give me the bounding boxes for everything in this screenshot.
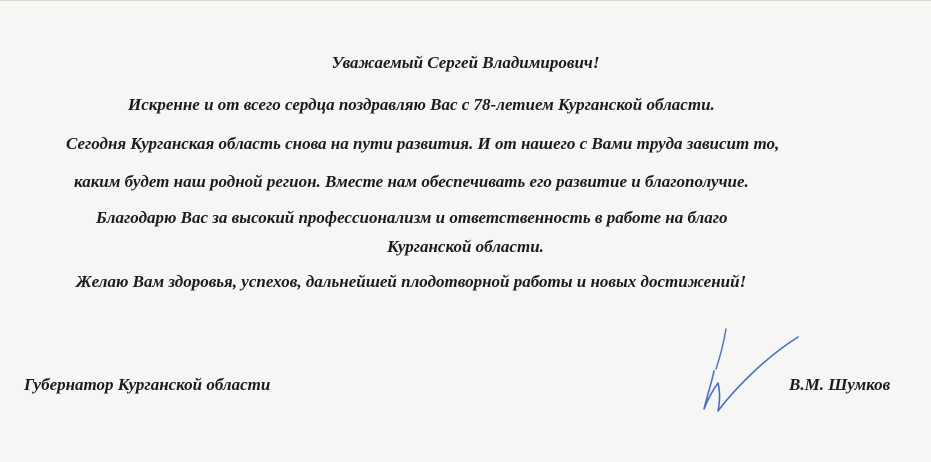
signer-title: Губернатор Курганской области: [24, 375, 271, 394]
letter-paragraph: Искренне и от всего сердца поздравляю Вас с 78-летием Курганской области.: [128, 95, 715, 114]
letter-greeting: Уважаемый Сергей Владимирович!: [331, 53, 600, 72]
letter-paragraph: Желаю Вам здоровья, успехов, дальнейшей плодотворной работы и новых достижений!: [76, 272, 747, 291]
letter-paragraph: Сегодня Курганская область снова на пути развития. И от нашего с Вами труда зависит то,: [66, 134, 780, 153]
signer-name: В.М. Шумков: [789, 375, 891, 394]
letter-paragraph: Благодарю Вас за высокий профессионализм и ответственность в работе на благо: [96, 208, 728, 227]
letter-paragraph: каким будет наш родной регион. Вместе нам обеспечивать его развитие и благополучие.: [74, 172, 749, 191]
handwritten-signature: [690, 321, 810, 416]
letter-paragraph: Курганской области.: [387, 237, 544, 256]
